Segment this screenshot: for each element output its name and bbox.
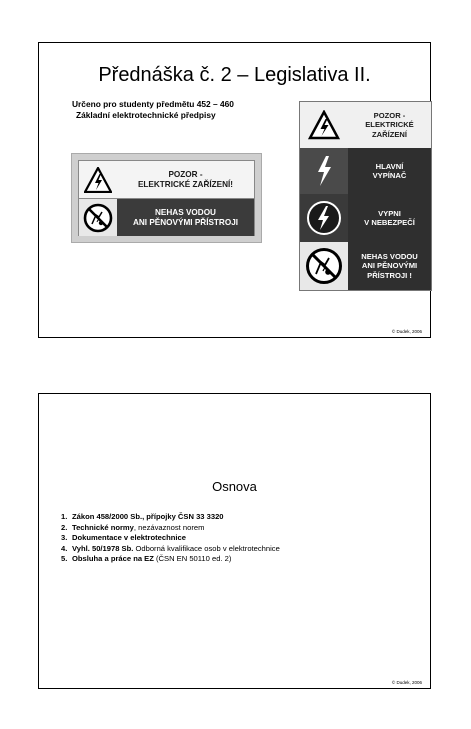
sign-row-no-water-line3: PŘÍSTROJI ! xyxy=(367,270,412,280)
outline-item-detail: Odborná kvalifikace osob v elektrotechnice xyxy=(133,543,280,553)
safety-sign-column-right xyxy=(299,101,432,291)
outline-item xyxy=(61,554,280,565)
outline-list xyxy=(61,512,280,565)
sign-row-danger-line1: POZOR - xyxy=(373,110,406,120)
outline-item-heading: Vyhl. 50/1978 Sb. xyxy=(72,543,134,553)
sign-row-main-switch xyxy=(300,148,431,194)
copyright-note: © Dudek, 2006 xyxy=(391,329,422,334)
outline-item-number: 1. xyxy=(61,512,68,521)
outline-item-detail: , nezávaznost norem xyxy=(133,522,205,532)
no-water-extinguish-icon xyxy=(79,199,117,236)
outline-item xyxy=(61,523,280,534)
safety-sign-left xyxy=(71,153,262,243)
lightning-circle-icon xyxy=(300,194,348,242)
sign-row-no-water-line2: ANI PĚNOVÝMI xyxy=(361,261,418,271)
sign-prohibit-row xyxy=(79,199,254,236)
sign-row-no-water-line1: NEHAS VODOU xyxy=(361,251,418,261)
lightning-icon xyxy=(300,148,348,194)
outline-item-heading: Technické normy xyxy=(72,522,134,532)
subtitle-line-course: Určeno pro studenty předmětu 452 – 460 xyxy=(72,99,234,109)
sign-row-switch-off-line2: V NEBEZPEČÍ xyxy=(364,218,415,227)
high-voltage-warning-icon xyxy=(79,161,117,198)
sign-warning-line1: POZOR - xyxy=(168,170,203,179)
high-voltage-warning-icon xyxy=(300,102,348,148)
outline-item-detail: (ČSN EN 50110 ed. 2) xyxy=(153,554,232,563)
slide-1 xyxy=(38,42,431,338)
outline-item-number: 2. xyxy=(61,522,68,532)
outline-item-heading: Dokumentace v elektrotechnice xyxy=(72,533,186,542)
outline-item xyxy=(61,544,280,555)
outline-item-number: 3. xyxy=(61,533,68,542)
sign-row-switch-off xyxy=(300,194,431,242)
slide-subtitle xyxy=(72,99,234,121)
outline-item-number: 5. xyxy=(61,554,68,563)
outline-title: Osnova xyxy=(212,479,257,494)
sign-warning-row xyxy=(79,161,254,199)
no-water-extinguish-icon xyxy=(300,242,348,290)
sign-row-danger-line2: ELEKTRICKÉ xyxy=(365,120,414,130)
sign-row-no-water xyxy=(300,242,431,290)
sign-warning-line2: ELEKTRICKÉ ZAŘÍZENÍ! xyxy=(137,179,234,189)
sign-row-main-switch-line1: HLAVNÍ xyxy=(375,161,404,171)
sign-prohibit-line1: NEHAS VODOU xyxy=(155,208,216,217)
sign-row-danger xyxy=(300,102,431,148)
outline-item xyxy=(61,533,280,544)
sign-row-switch-off-line1: VYPNI xyxy=(378,208,401,218)
slide-2 xyxy=(38,393,431,689)
outline-item-heading: Obsluha a práce na EZ xyxy=(72,554,154,563)
subtitle-line-topic: Základní elektrotechnické předpisy xyxy=(76,110,216,120)
slide-title: Přednáška č. 2 – Legislativa II. xyxy=(98,64,371,86)
outline-item-heading: Zákon 458/2000 Sb., přípojky ČSN 33 3320 xyxy=(72,512,224,521)
outline-item-number: 4. xyxy=(61,543,68,553)
sign-row-main-switch-line2: VYPÍNAČ xyxy=(372,171,407,180)
sign-prohibit-line2: ANI PĚNOVÝMI PŘÍSTROJI xyxy=(132,217,239,227)
copyright-note: © Dudek, 2006 xyxy=(391,680,422,685)
sign-row-danger-line3: ZAŘÍZENÍ xyxy=(371,129,407,139)
outline-item xyxy=(61,512,280,523)
